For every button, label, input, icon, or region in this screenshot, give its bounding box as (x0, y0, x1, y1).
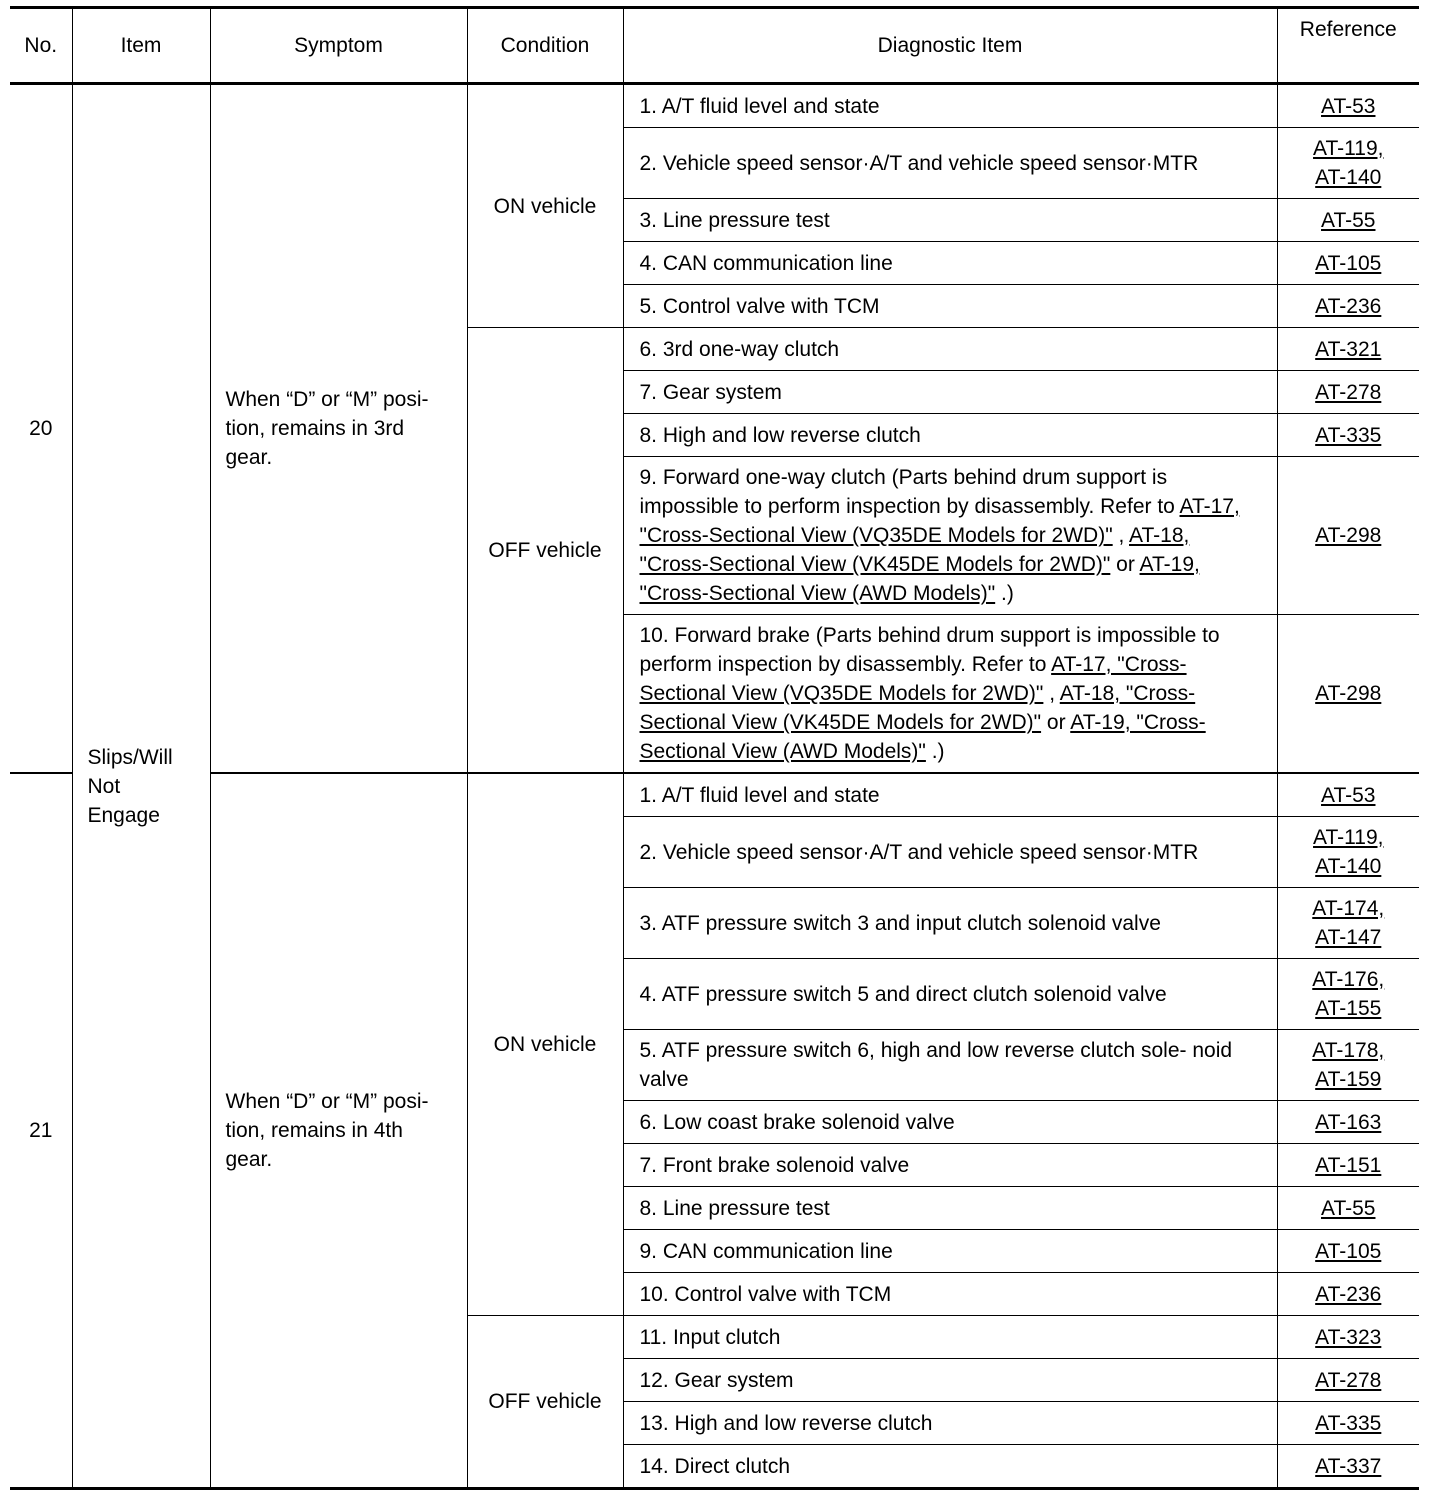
table-row (10, 773, 1419, 817)
reference-link[interactable]: AT-278 (1315, 1368, 1382, 1392)
diagnostic-item: 7. Front brake solenoid valve (623, 1144, 1277, 1187)
reference-link[interactable]: AT-174, (1312, 897, 1385, 920)
diagnostic-item: 4. ATF pressure switch 5 and direct clutch solenoid valve (623, 959, 1277, 1030)
cross-reference-link[interactable]: AT-18, "Cross-Sectional View (VK45DE Models for 2WD)" (639, 682, 1196, 734)
cross-reference-link[interactable]: AT-19, "Cross-Sectional View (AWD Models)" (639, 711, 1206, 763)
reference-link[interactable]: AT-53 (1321, 94, 1376, 118)
reference-link[interactable]: AT-119, (1313, 137, 1384, 160)
reference-cell (1277, 1359, 1419, 1402)
reference-cell (1277, 1101, 1419, 1144)
reference-link[interactable]: AT-55 (1321, 208, 1376, 232)
reference-link[interactable]: AT-163 (1315, 1110, 1382, 1134)
reference-link[interactable]: AT-151 (1315, 1153, 1382, 1177)
reference-cell (1277, 959, 1419, 1030)
reference-link[interactable]: AT-278 (1315, 380, 1382, 404)
reference-cell (1277, 615, 1419, 774)
reference-link[interactable]: AT-337 (1315, 1454, 1382, 1478)
separator-text: , (1043, 682, 1060, 705)
reference-cell (1277, 1273, 1419, 1316)
diagnostic-item: 6. Low coast brake solenoid valve (623, 1101, 1277, 1144)
reference-cell (1277, 199, 1419, 242)
diagnostic-item (623, 457, 1277, 615)
table-row (10, 84, 1419, 128)
header-item: Item (72, 8, 210, 84)
reference-link[interactable]: AT-147 (1315, 926, 1382, 949)
diagnostic-item: 5. ATF pressure switch 6, high and low reverse clutch sole- noid valve (623, 1030, 1277, 1101)
reference-link[interactable]: AT-140 (1315, 855, 1382, 878)
reference-link[interactable]: AT-321 (1315, 337, 1382, 361)
reference-cell (1277, 328, 1419, 371)
reference-link[interactable]: AT-298 (1315, 682, 1382, 705)
diagnostic-item: 9. CAN communication line (623, 1230, 1277, 1273)
header-diagnostic-item: Diagnostic Item (623, 8, 1277, 84)
reference-link[interactable]: AT-140 (1315, 166, 1382, 189)
row-number: 21 (10, 773, 72, 1489)
separator-text: or (1110, 553, 1140, 576)
header-no: No. (10, 8, 72, 84)
reference-cell (1277, 888, 1419, 959)
diagnostic-item: 5. Control valve with TCM (623, 285, 1277, 328)
reference-link[interactable]: AT-53 (1321, 783, 1376, 807)
symptom-cell: When “D” or “M” posi- tion, remains in 3rd gear. (210, 84, 467, 774)
reference-link[interactable]: AT-178, (1312, 1039, 1385, 1062)
reference-cell (1277, 457, 1419, 615)
reference-link[interactable]: AT-119, (1313, 826, 1384, 849)
cross-reference-link[interactable]: AT-19, "Cross-Sectional View (AWD Models)" (639, 553, 1200, 605)
reference-link[interactable]: AT-105 (1315, 251, 1382, 275)
diagnostic-item: 3. ATF pressure switch 3 and input clutch solenoid valve (623, 888, 1277, 959)
header-symptom: Symptom (210, 8, 467, 84)
reference-cell (1277, 242, 1419, 285)
reference-cell (1277, 84, 1419, 128)
diagnostic-item: 8. Line pressure test (623, 1187, 1277, 1230)
reference-cell (1277, 817, 1419, 888)
diagnostic-item: 8. High and low reverse clutch (623, 414, 1277, 457)
diagnostic-item: 14. Direct clutch (623, 1445, 1277, 1489)
diagnostic-item: 2. Vehicle speed sensor·A/T and vehicle speed sensor·MTR (623, 817, 1277, 888)
reference-link[interactable]: AT-335 (1315, 423, 1382, 447)
reference-link[interactable]: AT-176, (1312, 968, 1385, 991)
reference-cell (1277, 1316, 1419, 1359)
diagnostic-text: 9. Forward one-way clutch (Parts behind drum support is impossible to perform inspection by disassembly. Refer to (639, 466, 1180, 518)
diagnosis-table (10, 6, 1419, 1490)
reference-cell (1277, 1030, 1419, 1101)
header-row (10, 8, 1419, 84)
diagnostic-item: 1. A/T fluid level and state (623, 84, 1277, 128)
cross-reference-link[interactable]: AT-17, "Cross-Sectional View (VQ35DE Models for 2WD)" (639, 495, 1240, 547)
reference-link[interactable]: AT-159 (1315, 1068, 1382, 1091)
diagnostic-item: 2. Vehicle speed sensor·A/T and vehicle speed sensor·MTR (623, 128, 1277, 199)
reference-link[interactable]: AT-236 (1315, 1282, 1382, 1306)
diagnostic-item: 10. Control valve with TCM (623, 1273, 1277, 1316)
diagnostic-item: 3. Line pressure test (623, 199, 1277, 242)
item-cell: Slips/Will Not Engage (72, 84, 210, 1489)
cross-reference-link[interactable]: AT-18, "Cross-Sectional View (VK45DE Models for 2WD)" (639, 524, 1190, 576)
reference-cell (1277, 371, 1419, 414)
reference-link[interactable]: AT-155 (1315, 997, 1382, 1020)
diagnostic-item (623, 615, 1277, 774)
reference-cell (1277, 1402, 1419, 1445)
reference-link[interactable]: AT-298 (1315, 524, 1382, 547)
reference-cell (1277, 1445, 1419, 1489)
condition-off-vehicle: OFF vehicle (467, 328, 623, 774)
diagnostic-item: 1. A/T fluid level and state (623, 773, 1277, 817)
reference-cell (1277, 414, 1419, 457)
reference-cell (1277, 1187, 1419, 1230)
row-number: 20 (10, 84, 72, 774)
diagnostic-item: 6. 3rd one-way clutch (623, 328, 1277, 371)
condition-off-vehicle: OFF vehicle (467, 1316, 623, 1489)
reference-cell (1277, 773, 1419, 817)
diagnostic-item: 4. CAN communication line (623, 242, 1277, 285)
reference-cell (1277, 128, 1419, 199)
reference-link[interactable]: AT-105 (1315, 1239, 1382, 1263)
cross-reference-link[interactable]: AT-17, "Cross-Sectional View (VQ35DE Models for 2WD)" (639, 653, 1187, 705)
diagnostic-item: 13. High and low reverse clutch (623, 1402, 1277, 1445)
diagnostic-text: 10. Forward brake (Parts behind drum support is impossible to perform inspection by disassembly. Refer to (639, 624, 1220, 676)
closing-text: .) (925, 740, 945, 763)
reference-link[interactable]: AT-323 (1315, 1325, 1382, 1349)
reference-link[interactable]: AT-55 (1321, 1196, 1376, 1220)
separator-text: , (1112, 524, 1130, 547)
condition-on-vehicle: ON vehicle (467, 773, 623, 1316)
reference-cell (1277, 1230, 1419, 1273)
reference-link[interactable]: AT-236 (1315, 294, 1382, 318)
condition-on-vehicle: ON vehicle (467, 84, 623, 328)
header-condition: Condition (467, 8, 623, 84)
diagnostic-item: 7. Gear system (623, 371, 1277, 414)
reference-link[interactable]: AT-335 (1315, 1411, 1382, 1435)
symptom-cell: When “D” or “M” posi- tion, remains in 4th gear. (210, 773, 467, 1489)
closing-text: .) (995, 582, 1014, 605)
header-reference: Reference (1277, 8, 1419, 84)
reference-cell (1277, 1144, 1419, 1187)
separator-text: or (1041, 711, 1071, 734)
diagnostic-item: 12. Gear system (623, 1359, 1277, 1402)
diagnostic-item: 11. Input clutch (623, 1316, 1277, 1359)
reference-cell (1277, 285, 1419, 328)
